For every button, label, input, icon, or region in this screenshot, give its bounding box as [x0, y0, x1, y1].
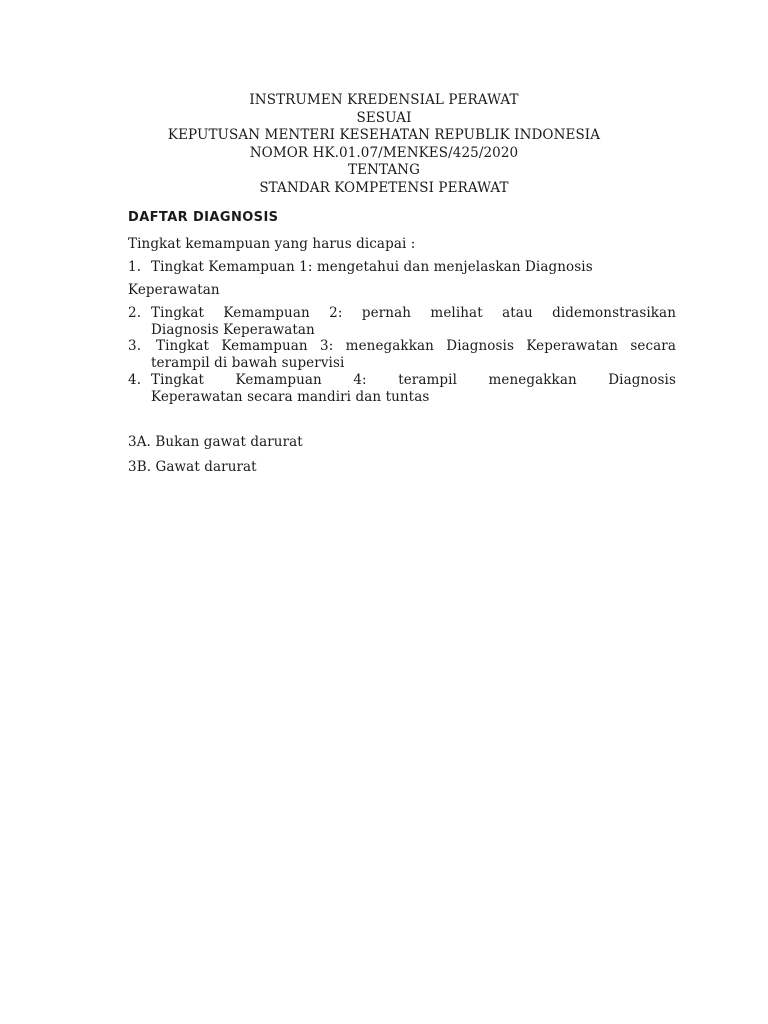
list-item-number: 2. [128, 305, 142, 321]
header-about: TENTANG [348, 162, 420, 179]
document-header [130, 92, 638, 198]
list-item-continuation: Keperawatan secara mandiri dan tuntas [151, 388, 430, 405]
header-standard: STANDAR KOMPETENSI PERAWAT [259, 179, 509, 196]
note-3b: 3B. Gawat darurat [128, 459, 257, 475]
list-item [128, 372, 676, 408]
list-item [128, 338, 676, 374]
list-item-continuation: terampil di bawah supervisi [151, 354, 345, 371]
list-item-number: 1. [128, 259, 142, 275]
list-item-text: Tingkat Kemampuan 4: terampil menegakkan Diagnosis [151, 372, 676, 388]
header-title: INSTRUMEN KREDENSIAL PERAWAT [249, 92, 519, 108]
list-item-text: Tingkat Kemampuan 1: mengetahui dan menjelaskan Diagnosis [151, 259, 593, 275]
header-decree: KEPUTUSAN MENTERI KESEHATAN REPUBLIK INDONESIA [167, 127, 601, 144]
list-item [128, 259, 676, 277]
header-number: NOMOR HK.01.07/MENKES/425/2020 [249, 144, 519, 161]
list-item-number: 4. [128, 372, 142, 388]
list-item-text: Tingkat Kemampuan 2: pernah melihat atau didemonstrasikan [151, 305, 676, 321]
intro-text: Tingkat kemampuan yang harus dicapai : [128, 236, 416, 252]
section-title: DAFTAR DIAGNOSIS [128, 210, 279, 225]
note-3a: 3A. Bukan gawat darurat [128, 434, 303, 450]
header-subtitle: SESUAI [356, 109, 412, 126]
list-item [128, 305, 676, 341]
list-item-text: Tingkat Kemampuan 3: menegakkan Diagnosis Keperawatan secara [156, 338, 676, 354]
list-item-continuation: Diagnosis Keperawatan [151, 321, 315, 338]
list-item-continuation: Keperawatan [128, 282, 220, 298]
list-item-number: 3. [128, 338, 142, 354]
